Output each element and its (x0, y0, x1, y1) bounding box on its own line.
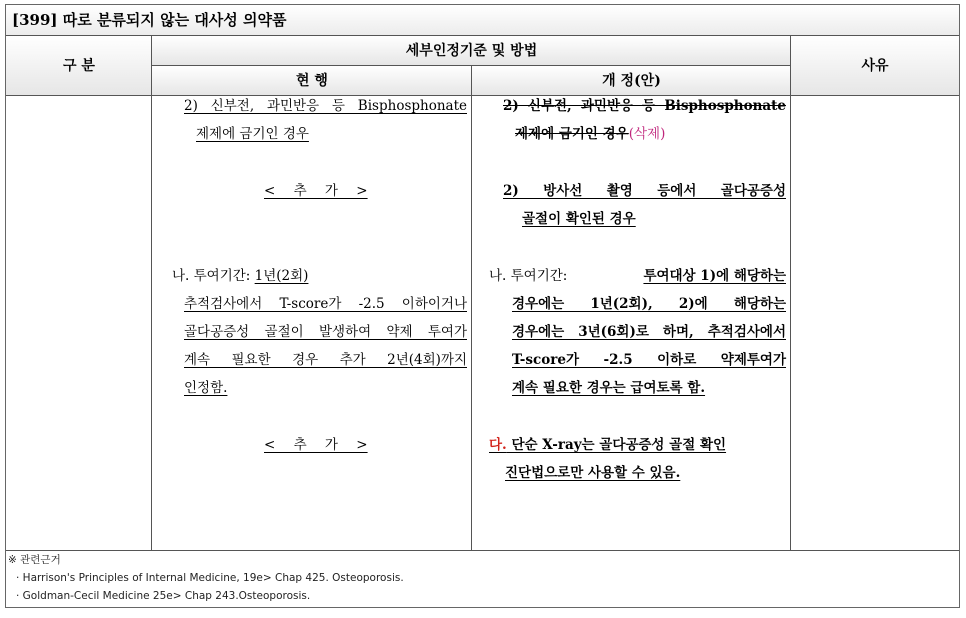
divider (152, 65, 791, 66)
revised-da-line1: 단순 X-ray는 골다공증성 골절 확인 (506, 437, 727, 453)
current-duration-value: 1년(2회) (254, 268, 309, 284)
revised-deleted-line1: 2) 신부전, 과민반응 등 Bisphosphonate (503, 98, 786, 114)
revised-new2-line1: 2) 방사선 촬영 등에서 골다공증성 (503, 183, 786, 199)
revised-deleted-text: 제제에 금기인 경우 (515, 126, 629, 142)
divider (151, 36, 152, 551)
current-cont-line3: 계속 필요한 경우 추가 2년(4회)까지 (184, 352, 467, 368)
divider (471, 66, 472, 551)
divider (6, 550, 959, 551)
header-category (6, 36, 152, 96)
header-revised-label: 개 정(안) (602, 73, 661, 89)
current-added-note: < 추 가 > (264, 437, 368, 453)
reference-item: · Harrison's Principles of Internal Medicine, 19e> Chap 425. Osteoporosis. (16, 572, 404, 584)
current-duration-prefix: 나. 투여기간: (172, 268, 255, 284)
revised-duration-line5: 계속 필요한 경우는 급여토록 함. (512, 380, 706, 396)
header-category-label: 구 분 (63, 58, 95, 74)
current-item2-line2: 제제에 금기인 경우 (196, 126, 309, 142)
current-cont-line2: 골다공증성 골절이 발생하여 약제 투여가 (184, 324, 467, 340)
da-marker: 다. (489, 437, 507, 453)
revised-duration (489, 262, 786, 290)
document-table (5, 4, 960, 608)
revised-duration-prefix: 나. 투여기간: (489, 268, 568, 284)
references-heading: ※ 관련근거 (8, 554, 61, 566)
header-criteria-label: 세부인정기준 및 방법 (405, 43, 538, 59)
current-cont-line4: 인정함. (184, 380, 228, 396)
current-cont-line1: 추적검사에서 T-score가 -2.5 이하이거나 (184, 296, 467, 312)
current-added-note: < 추 가 > (264, 183, 368, 199)
revised-duration-line3: 경우에는 3년(6회)로 하며, 추적검사에서 (512, 324, 786, 340)
revised-new2-line2: 골절이 확인된 경우 (522, 211, 636, 227)
header-reason-label: 사유 (861, 58, 889, 74)
revised-da (489, 431, 786, 459)
revised-duration-line1: 투여대상 1)에 해당하는 (643, 268, 786, 284)
divider (790, 36, 791, 551)
revised-duration-line2: 경우에는 1년(2회), 2)에 해당하는 (512, 296, 786, 312)
current-item2-line1: 2) 신부전, 과민반응 등 Bisphosphonate (184, 98, 467, 114)
header-current-label: 현 행 (296, 73, 328, 89)
deleted-marker: (삭제) (628, 126, 666, 142)
revised-deleted-line2 (515, 120, 665, 148)
table-title: [399] 따로 분류되지 않는 대사성 의약품 (6, 5, 959, 36)
reference-item: · Goldman-Cecil Medicine 25e> Chap 243.Osteoporosis. (16, 590, 311, 602)
header-criteria (152, 36, 791, 66)
header-reason (791, 36, 959, 96)
revised-da-line2: 진단법으로만 사용할 수 있음. (505, 465, 681, 481)
current-duration (172, 262, 308, 290)
revised-duration-line4: T-score가 -2.5 이하로 약제투여가 (512, 352, 786, 368)
